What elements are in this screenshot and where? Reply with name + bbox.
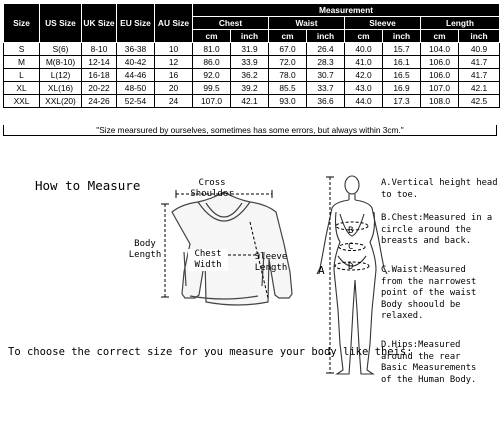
table-cell: 33.7 xyxy=(307,82,345,95)
table-cell: 40.0 xyxy=(345,43,383,56)
table-cell: 86.0 xyxy=(193,56,231,69)
table-cell: 106.0 xyxy=(421,56,459,69)
table-cell: 8-10 xyxy=(82,43,117,56)
table-cell: 16.5 xyxy=(383,69,421,82)
table-cell: 99.5 xyxy=(193,82,231,95)
unit-header: cm xyxy=(345,30,383,43)
table-cell: 12-14 xyxy=(82,56,117,69)
table-cell: 16 xyxy=(155,69,193,82)
size-cell: M xyxy=(4,56,40,69)
table-cell: 41.7 xyxy=(459,69,500,82)
table-cell: 41.7 xyxy=(459,56,500,69)
unit-header: inch xyxy=(459,30,500,43)
unit-header: cm xyxy=(269,30,307,43)
description-a: A.Vertical height head to toe. xyxy=(381,178,498,200)
table-cell: 42.1 xyxy=(231,95,269,108)
size-cell: S xyxy=(4,43,40,56)
table-cell: M(8-10) xyxy=(40,56,82,69)
table-cell: 44.0 xyxy=(345,95,383,108)
table-cell: 42.1 xyxy=(459,82,500,95)
header-sleeve: Sleeve xyxy=(345,17,421,30)
table-cell: 44-46 xyxy=(117,69,155,82)
cross-shoulder-label: Cross Shoulder xyxy=(190,178,234,199)
chest-width-label: Chest Width xyxy=(188,249,228,271)
table-cell: 106.0 xyxy=(421,69,459,82)
unit-header: cm xyxy=(193,30,231,43)
header-au-size: AU Size xyxy=(155,4,193,43)
table-cell: 36.6 xyxy=(307,95,345,108)
size-cell: XXL xyxy=(4,95,40,108)
header-waist: Waist xyxy=(269,17,345,30)
how-to-measure-title: How to Measure xyxy=(35,178,141,193)
table-cell: L(12) xyxy=(40,69,82,82)
unit-header: inch xyxy=(231,30,269,43)
description-c: C.Waist:Measured from the narrowest point of the waist Body shoould be relaxed. xyxy=(381,265,477,321)
table-cell: 67.0 xyxy=(269,43,307,56)
table-cell: 42.0 xyxy=(345,69,383,82)
table-cell: 16.9 xyxy=(383,82,421,95)
table-cell: 36-38 xyxy=(117,43,155,56)
header-us-size: US Size xyxy=(40,4,82,43)
header-eu-size: EU Size xyxy=(117,4,155,43)
table-cell: 78.0 xyxy=(269,69,307,82)
table-cell: 36.2 xyxy=(231,69,269,82)
table-cell: XXL(20) xyxy=(40,95,82,108)
size-cell: L xyxy=(4,69,40,82)
header-measurement: Measurement xyxy=(193,4,500,17)
description-d: D.Hips:Measured around the rear Basic Measurements of the Human Body. xyxy=(381,340,477,385)
table-cell: 17.3 xyxy=(383,95,421,108)
bottom-instruction: To choose the correct size for you measure your body like theis: xyxy=(8,346,413,358)
marker-b: B xyxy=(348,226,354,236)
unit-header: inch xyxy=(307,30,345,43)
table-cell: 81.0 xyxy=(193,43,231,56)
table-cell: 28.3 xyxy=(307,56,345,69)
table-cell: 107.0 xyxy=(421,82,459,95)
table-cell: 24-26 xyxy=(82,95,117,108)
table-cell: 92.0 xyxy=(193,69,231,82)
table-cell: 40.9 xyxy=(459,43,500,56)
header-size: Size xyxy=(4,4,40,43)
measurement-note: "Size mearsured by ourselves, sometimes has some errors, but always within 3cm." xyxy=(3,125,497,136)
table-cell: 72.0 xyxy=(269,56,307,69)
table-cell: 30.7 xyxy=(307,69,345,82)
size-cell: XL xyxy=(4,82,40,95)
header-chest: Chest xyxy=(193,17,269,30)
description-b: B.Chest:Measured in a circle around the breasts and back. xyxy=(381,213,493,246)
table-cell: 16-18 xyxy=(82,69,117,82)
table-cell: 43.0 xyxy=(345,82,383,95)
table-cell: 24 xyxy=(155,95,193,108)
table-cell: 20 xyxy=(155,82,193,95)
table-cell: XL(16) xyxy=(40,82,82,95)
header-length: Length xyxy=(421,17,500,30)
table-cell: 41.0 xyxy=(345,56,383,69)
body-figure xyxy=(317,176,387,374)
unit-header: inch xyxy=(383,30,421,43)
body-length-label: Body Length xyxy=(128,239,162,260)
table-cell: S(6) xyxy=(40,43,82,56)
table-cell: 48-50 xyxy=(117,82,155,95)
table-cell: 108.0 xyxy=(421,95,459,108)
table-cell: 20-22 xyxy=(82,82,117,95)
table-cell: 16.1 xyxy=(383,56,421,69)
table-cell: 42.5 xyxy=(459,95,500,108)
table-cell: 85.5 xyxy=(269,82,307,95)
table-cell: 40-42 xyxy=(117,56,155,69)
table-cell: 52-54 xyxy=(117,95,155,108)
header-uk-size: UK Size xyxy=(82,4,117,43)
table-cell: 107.0 xyxy=(193,95,231,108)
table-cell: 15.7 xyxy=(383,43,421,56)
table-cell: 26.4 xyxy=(307,43,345,56)
marker-a: A xyxy=(318,264,325,277)
table-cell: 104.0 xyxy=(421,43,459,56)
table-cell: 33.9 xyxy=(231,56,269,69)
sleeve-length-label: Sleeve Length xyxy=(254,252,288,273)
table-cell: 10 xyxy=(155,43,193,56)
table-cell: 93.0 xyxy=(269,95,307,108)
table-cell: 31.9 xyxy=(231,43,269,56)
table-cell: 39.2 xyxy=(231,82,269,95)
table-cell: 12 xyxy=(155,56,193,69)
marker-c: C xyxy=(348,242,354,252)
marker-d: D xyxy=(348,262,354,272)
unit-header: cm xyxy=(421,30,459,43)
